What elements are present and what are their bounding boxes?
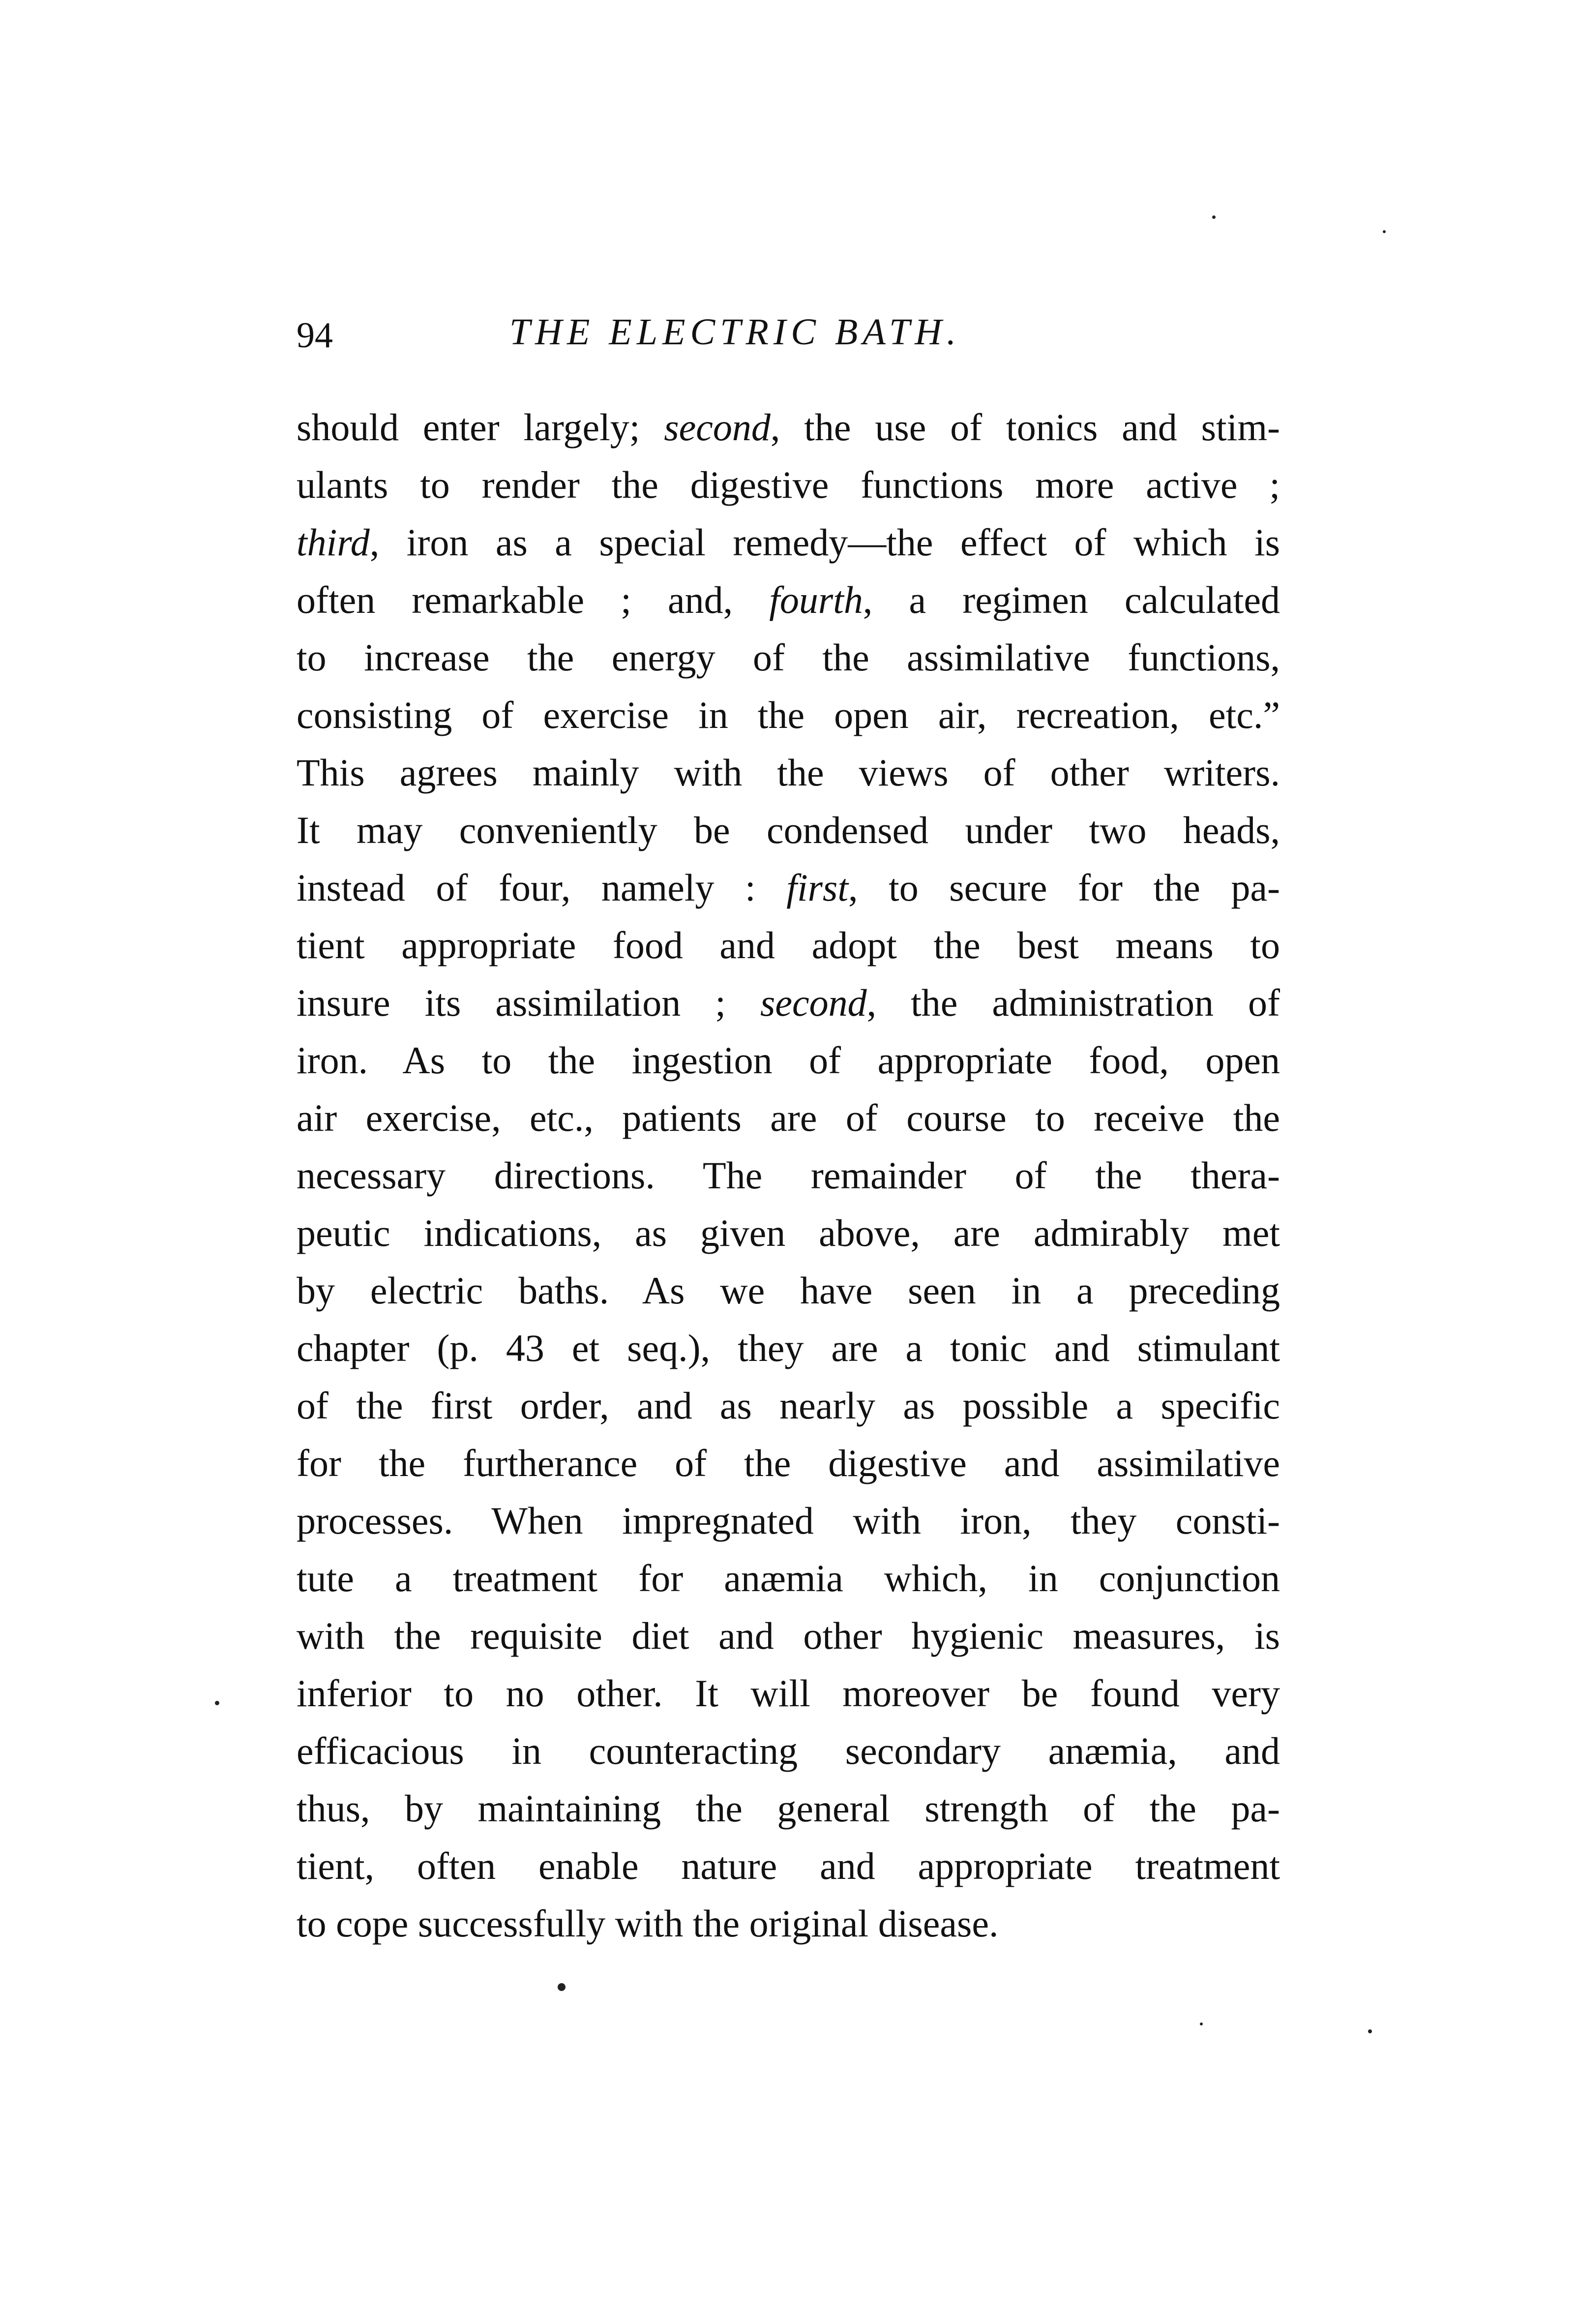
text-segment: , the use of tonics and stim- [770,406,1280,449]
text-line [297,1722,1280,1780]
text-line [297,1895,1280,1952]
text-segment: tient appropriate food and adopt the best means to [297,924,1280,966]
text-line [297,744,1280,801]
text-line [297,513,1280,571]
text-segment: necessary directions. The remainder of the thera- [297,1154,1280,1197]
text-segment: with the requisite diet and other hygienic measures, is [297,1614,1280,1657]
text-segment: tient, often enable nature and appropriate treatment [297,1844,1280,1887]
text-segment: inferior to no other. It will moreover be found very [297,1672,1280,1715]
text-segment: chapter (p. 43 et seq.), they are a tonic and stimulant [297,1327,1280,1369]
text-segment: iron. As to the ingestion of appropriate food, open [297,1039,1280,1082]
text-line [297,1204,1280,1262]
text-line [297,1147,1280,1204]
text-line [297,1377,1280,1434]
text-line [297,1031,1280,1089]
body-text [297,398,1280,1952]
italic-term: first [786,866,849,909]
speck [1368,2029,1372,2033]
text-segment: tute a treatment for anæmia which, in conjunction [297,1557,1280,1600]
text-line [297,1549,1280,1607]
text-segment: , to secure for the pa- [848,866,1280,909]
text-line [297,686,1280,744]
text-segment: ulants to render the digestive functions more active ; [297,463,1280,506]
text-segment: for the furtherance of the digestive and assimilative [297,1442,1280,1484]
speck [1383,230,1386,233]
text-segment: processes. When impregnated with iron, they consti- [297,1499,1280,1542]
text-segment: air exercise, etc., patients are of course to receive the [297,1096,1280,1139]
text-line [297,398,1280,456]
text-line [297,1607,1280,1664]
text-segment: often remarkable ; and, [297,578,770,621]
text-segment: It may conveniently be condensed under two heads, [297,809,1280,851]
text-segment: efficacious in counteracting secondary anæmia, and [297,1729,1280,1772]
text-line [297,801,1280,859]
text-line [297,1664,1280,1722]
text-segment: , a regimen calculated [863,578,1280,621]
text-segment: of the first order, and as nearly as possible a specific [297,1384,1280,1427]
text-segment: peutic indications, as given above, are admirably met [297,1211,1280,1254]
text-line [297,629,1280,686]
speck [558,1983,566,1991]
text-segment: This agrees mainly with the views of other writers. [297,751,1280,794]
text-line [297,1262,1280,1319]
italic-term: second [760,981,867,1024]
running-title: THE ELECTRIC BATH. [509,311,961,353]
text-line [297,1780,1280,1837]
text-segment: should enter largely; [297,406,664,449]
text-segment: by electric baths. As we have seen in a preceding [297,1269,1280,1312]
speck [215,1701,219,1705]
italic-term: third [297,521,370,564]
text-line [297,1319,1280,1377]
italic-term: fourth [769,578,863,621]
text-line [297,571,1280,629]
text-segment: to increase the energy of the assimilative functions, [297,636,1280,679]
page-number: 94 [297,315,333,356]
text-segment: consisting of exercise in the open air, recreation, etc.” [297,694,1280,736]
text-segment: , the administration of [866,981,1280,1024]
text-segment: insure its assimilation ; [297,981,760,1024]
text-segment: , iron as a special remedy—the effect of which is [369,521,1280,564]
text-segment: instead of four, namely : [297,866,787,909]
text-segment: to cope successfully with the original disease. [297,1902,999,1945]
text-line [297,1089,1280,1147]
speck [1212,215,1216,219]
text-line [297,1492,1280,1549]
text-line [297,1837,1280,1895]
text-line [297,974,1280,1031]
speck [1200,2022,1203,2025]
text-line [297,916,1280,974]
italic-term: second [664,406,771,449]
text-line [297,456,1280,513]
text-line [297,859,1280,916]
text-segment: thus, by maintaining the general strength of the pa- [297,1787,1280,1830]
text-line [297,1434,1280,1492]
